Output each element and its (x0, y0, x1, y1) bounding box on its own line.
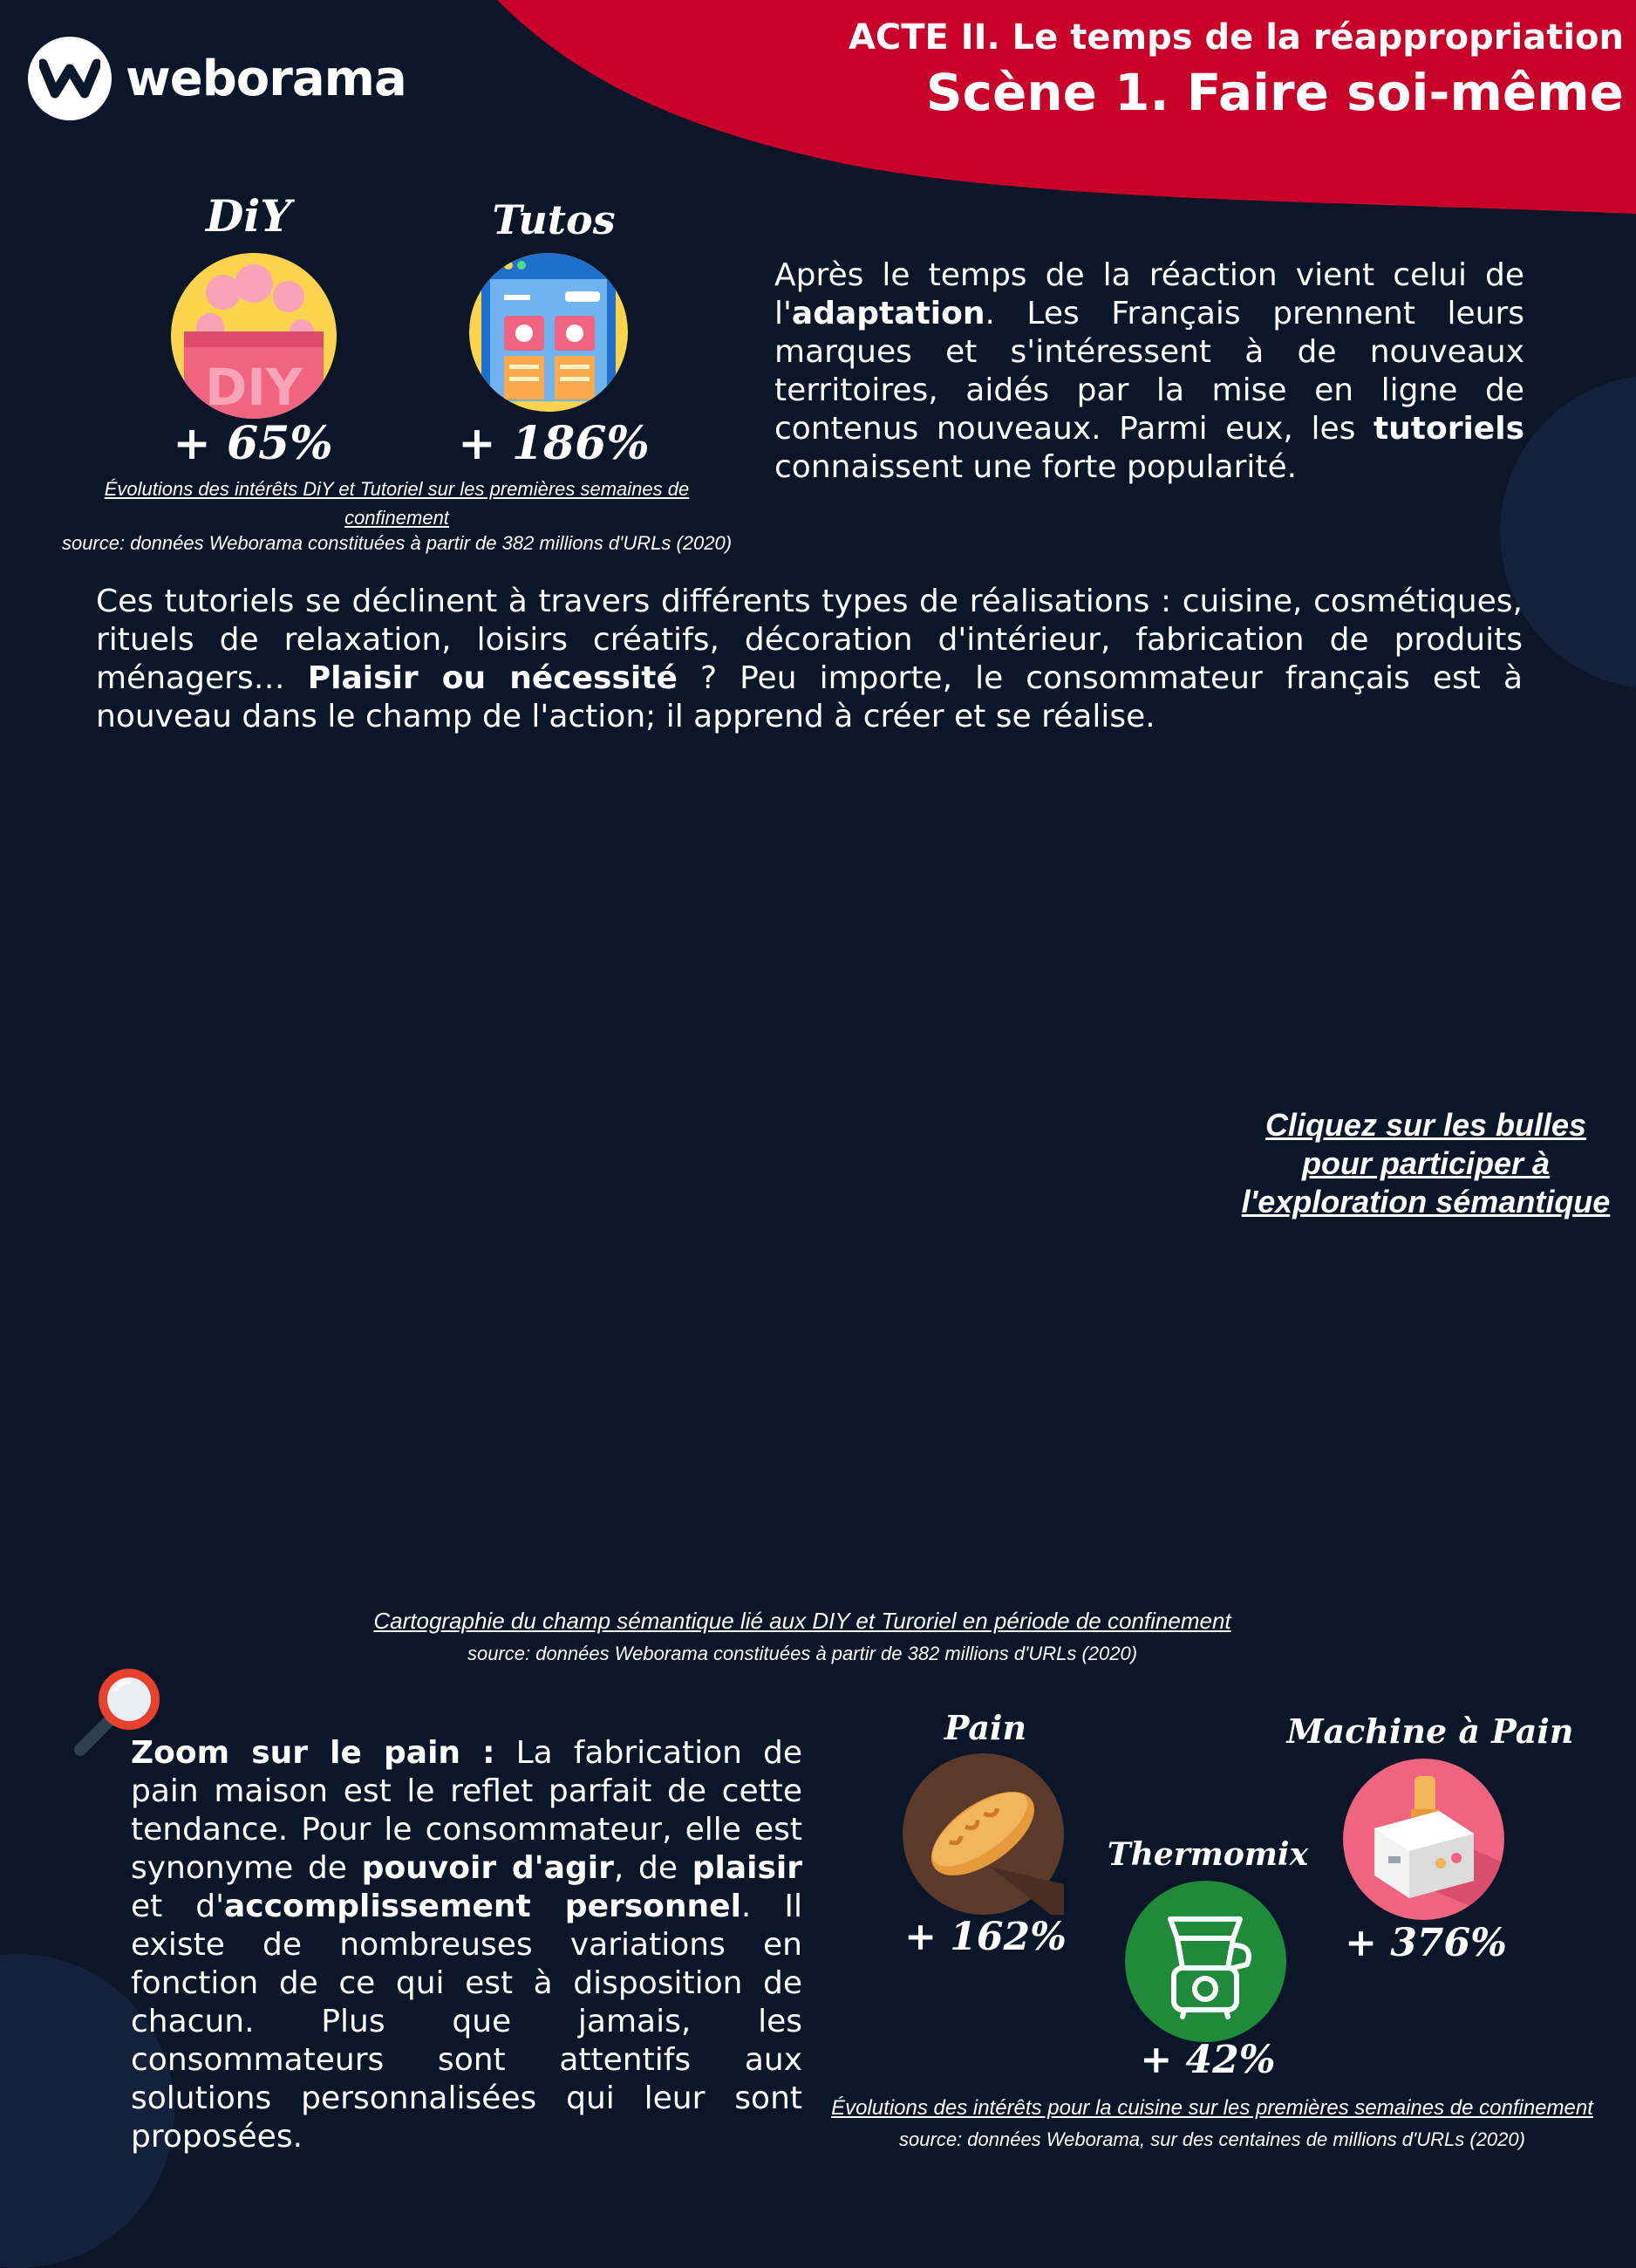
intro-keyword-tutoriels: tutoriels (1373, 411, 1524, 447)
intro-paragraph (774, 256, 1524, 487)
semantic-map-source: source: données Weborama constituées à partir de 382 millions d'URLs (2020) (467, 1643, 1138, 1664)
zoom-keyword-pouvoir: pouvoir d'agir (361, 1850, 614, 1886)
tutorials-text-1: Ces tutoriels se déclinent à travers différents types de réalisations : cuisine, cosmétiques, rituels de relaxation, loisirs créatifs, décoration d'intérieur, fabrication de produits ménagers… (96, 584, 1523, 696)
scene-title: Scène 1. Faire soi-même (925, 63, 1624, 122)
bottom-stats-caption: Évolutions des intérêts pour la cuisine sur les premières semaines de confinement (831, 2096, 1593, 2120)
zoom-text-1: La fabrication de pain maison est le reflet parfait de cette tendance. Pour le consommateur, elle est synonyme de (131, 1735, 802, 1886)
zoom-text-4: . Il existe de nombreuses variations en fonction de ce qui est à disposition de chacun. Plus que jamais, les consommateurs sont attentifs aux solutions personnalisées qui leur sont proposées. (131, 1889, 802, 2155)
diy-value: + 65% (173, 417, 333, 470)
thermomix-icon (1125, 1881, 1286, 2042)
intro-text-2: . Les Français prennent leurs marques et s'intéressent à de nouveaux territoires, aidés par la mise en ligne de contenus nouveaux. Parmi eux, les (774, 296, 1524, 447)
diy-icon (171, 253, 337, 419)
intro-text-1: Après le temps de la réaction vient celui de l' (774, 257, 1524, 331)
zoom-text-3: et d' (131, 1889, 225, 1924)
cta-line-2: pour participer à (1301, 1145, 1551, 1181)
cta-line-1: Cliquez sur les bulles (1264, 1107, 1587, 1143)
thermomix-value: + 42% (1140, 2038, 1276, 2082)
tutorials-paragraph (96, 583, 1523, 736)
pain-title: Pain (944, 1708, 1027, 1747)
brand-name: weborama (126, 50, 406, 107)
bread-machine-icon (1343, 1759, 1504, 1920)
pain-value: + 162% (904, 1915, 1067, 1959)
diy-title: DiY (205, 190, 292, 242)
zoom-title: Zoom sur le pain : (131, 1735, 495, 1771)
cta-line-3: l'exploration sémantique (1241, 1184, 1611, 1219)
semantic-map-caption: Cartographie du champ sémantique lié aux DIY et Turoriel en période de confinement (373, 1608, 1231, 1634)
thermomix-title: Thermomix (1107, 1836, 1309, 1873)
logo-badge-icon (28, 37, 112, 120)
weborama-logo[interactable] (28, 35, 406, 122)
zoom-keyword-accomplissement: accomplissement personnel (224, 1889, 741, 1924)
tutos-title: Tutos (492, 196, 616, 243)
semantic-exploration-link[interactable] (1230, 1106, 1622, 1221)
tutorials-text-2: ? Peu importe, le consommateur français est à nouveau dans le champ de l'action; il apprend à créer et se réalise. (96, 660, 1524, 734)
tutorials-keyword: Plaisir ou nécessité (307, 660, 678, 696)
zoom-paragraph (131, 1734, 802, 2156)
zoom-text-2: , de (613, 1850, 692, 1886)
act-title: ACTE II. Le temps de la réappropriation (848, 17, 1624, 58)
machine-value: + 376% (1345, 1921, 1507, 1965)
bottom-stats-source: source: données Weborama, sur des centaines de millions d'URLs (2020) (899, 2128, 1525, 2150)
zoom-keyword-plaisir: plaisir (692, 1850, 802, 1886)
tutos-value: + 186% (458, 417, 650, 470)
act-title-block (849, 17, 1624, 122)
bread-icon (903, 1753, 1064, 1915)
intro-text-3: connaissent une forte popularité. (774, 449, 1298, 485)
top-stats-caption: Évolutions des intérêts DiY et Tutoriel sur les premières semaines de confinement (104, 478, 690, 529)
top-stats-source: source: données Weborama constituées à partir de 382 millions d'URLs (2020) (61, 532, 733, 554)
diy-icon-label: DIY (205, 358, 303, 417)
machine-title: Machine à Pain (1286, 1711, 1574, 1751)
intro-keyword-adaptation: adaptation (791, 296, 985, 331)
tutorial-icon (469, 253, 628, 412)
